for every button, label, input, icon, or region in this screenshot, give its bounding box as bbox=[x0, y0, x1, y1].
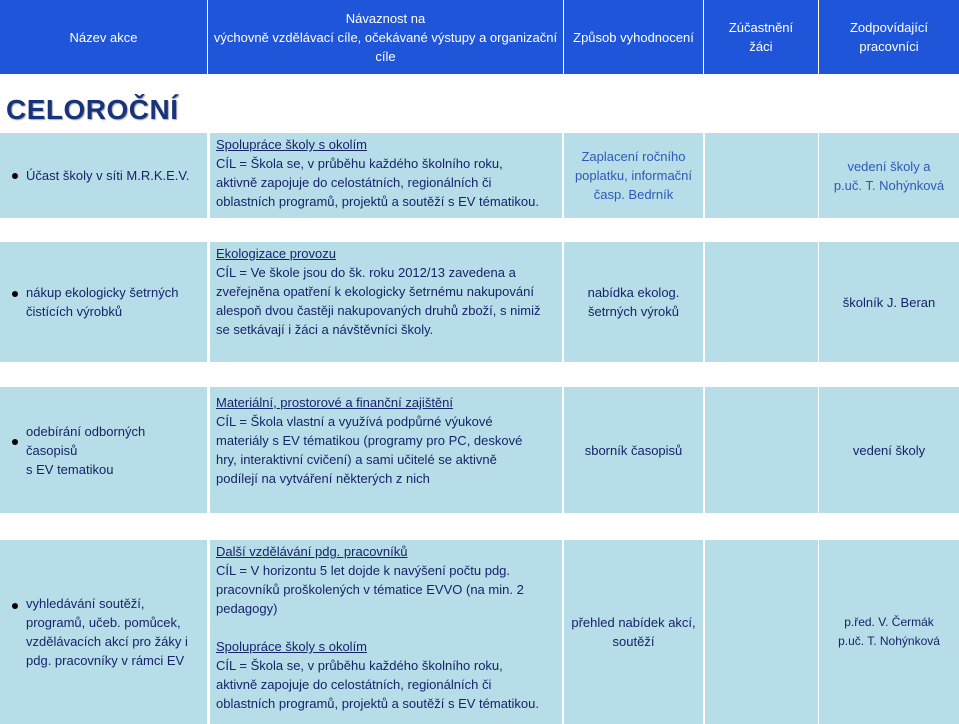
row-3-responsible: vedení školy bbox=[852, 442, 926, 458]
header-participants-line2: žáci bbox=[749, 39, 773, 54]
row-4-goal-line-2: oblastních programů, projektů a soutěží s EV tématikou. bbox=[216, 696, 540, 711]
row-1-responsible-line: p.uč. T. Nohýnková bbox=[833, 177, 945, 193]
header-goals bbox=[208, 0, 563, 74]
row-3-name-line: s EV tematikou bbox=[26, 461, 114, 477]
row-4-goal-line-2: CÍL = Škola se, v průběhu každého školního roku, bbox=[216, 658, 503, 673]
row-2-participants-cell bbox=[705, 242, 818, 362]
row-2-responsible: školník J. Beran bbox=[842, 294, 936, 310]
header-responsible-line2: pracovníci bbox=[859, 39, 919, 54]
row-4-goal-line: pracovníků proškolených v tématice EVVO (na min. 2 bbox=[216, 582, 524, 597]
row-4-name-cell bbox=[0, 540, 207, 724]
row-4-participants-cell bbox=[705, 540, 818, 724]
row-4-name-line: programů, učeb. pomůcek, bbox=[26, 615, 181, 630]
row-1-evaluation-line: časp. Bedrník bbox=[593, 187, 674, 202]
spacer bbox=[216, 618, 556, 637]
row-1-evaluation-line: Zaplacení ročního bbox=[581, 149, 686, 164]
header-name bbox=[0, 0, 207, 74]
row-4-name-line: vyhledávání soutěží, bbox=[26, 596, 145, 611]
row-3-participants-cell bbox=[705, 387, 818, 513]
header-evaluation-label: Způsob vyhodnocení bbox=[573, 29, 694, 45]
row-4-name-line: pdg. pracovníky v rámci EV bbox=[26, 653, 185, 668]
row-3-goal-line: materiály s EV tématikou (programy pro PC, deskové bbox=[216, 433, 523, 448]
row-1-participants-cell bbox=[705, 133, 818, 218]
row-3-name-line: odebírání odborných časopisů bbox=[26, 423, 146, 458]
row-2-goal-cell bbox=[210, 242, 562, 362]
row-2-evaluation-line: šetrných výroků bbox=[587, 304, 680, 319]
row-1-goal-line: oblastních programů, projektů a soutěží s EV tématikou. bbox=[216, 194, 540, 209]
row-4-goal-heading-2: Spolupráce školy s okolím bbox=[216, 639, 368, 654]
row-1-goal-line: aktivně zapojuje do celostátních, regionálních či bbox=[216, 175, 492, 190]
bullet-icon bbox=[12, 173, 18, 179]
row-3-evaluation: sborník časopisů bbox=[584, 442, 683, 458]
header-goals-line2: výchovně vzdělávací cíle, očekávané výstupy a organizační cíle bbox=[213, 29, 558, 64]
row-2-responsible-cell bbox=[819, 242, 959, 362]
row-4-goal-line: CÍL = V horizontu 5 let dojde k navýšení počtu pdg. bbox=[216, 563, 511, 578]
row-1-evaluation-cell bbox=[564, 133, 703, 218]
row-3-name-cell bbox=[0, 387, 207, 513]
row-1-name: Účast školy v síti M.R.K.E.V. bbox=[26, 168, 190, 183]
row-4-responsible-cell bbox=[819, 540, 959, 724]
row-1-evaluation-line: poplatku, informační bbox=[574, 168, 693, 183]
bullet-icon bbox=[12, 603, 18, 609]
row-1-name-cell bbox=[0, 133, 207, 218]
row-4-goal-line-2: aktivně zapojuje do celostátních, regionálních či bbox=[216, 677, 492, 692]
row-2-goal-line: alespoň dvou častěji nakupovaných druhů zboží, s nimiž bbox=[216, 303, 541, 318]
row-4-goal-cell bbox=[210, 540, 562, 724]
row-4-responsible-line: p.řed. V. Čermák bbox=[844, 615, 934, 629]
row-1-responsible-line: vedení školy a bbox=[847, 158, 931, 174]
row-1-goal-cell bbox=[210, 133, 562, 218]
header-participants bbox=[704, 0, 818, 74]
row-3-responsible-cell bbox=[819, 387, 959, 513]
row-2-name-cell bbox=[0, 242, 207, 362]
row-3-goal-line: podílejí na vytváření některých z nich bbox=[216, 471, 430, 486]
row-4-responsible-line: p.uč. T. Nohýnková bbox=[838, 634, 940, 648]
section-title: CELOROČNÍ bbox=[6, 94, 179, 125]
row-2-evaluation-cell bbox=[564, 242, 703, 362]
header-responsible-line1: Zodpovídající bbox=[849, 20, 929, 35]
header-goals-line1: Návaznost na bbox=[345, 10, 426, 26]
row-2-evaluation-line: nabídka ekolog. bbox=[587, 285, 680, 300]
row-4-name-line: vzdělávacích akcí pro žáky i bbox=[26, 634, 188, 649]
row-1-responsible-cell bbox=[819, 133, 959, 218]
header-responsible bbox=[819, 0, 959, 74]
bullet-icon bbox=[12, 439, 18, 445]
row-1-goal-heading: Spolupráce školy s okolím bbox=[216, 137, 368, 152]
row-2-goal-heading: Ekologizace provozu bbox=[216, 246, 336, 261]
row-3-goal-cell bbox=[210, 387, 562, 513]
header-participants-line1: Zúčastnění bbox=[728, 20, 794, 35]
header-evaluation bbox=[564, 0, 703, 74]
bullet-icon bbox=[12, 291, 18, 297]
row-4-goal-line: pedagogy) bbox=[216, 601, 278, 616]
row-4-evaluation-line: soutěží bbox=[612, 634, 655, 649]
row-3-evaluation-cell bbox=[564, 387, 703, 513]
row-4-evaluation-line: přehled nabídek akcí, bbox=[571, 615, 696, 630]
row-3-goal-line: CÍL = Škola vlastní a využívá podpůrné výukové bbox=[216, 414, 493, 429]
row-2-goal-line: CÍL = Ve škole jsou do šk. roku 2012/13 zavedena a bbox=[216, 265, 516, 280]
row-2-goal-line: zveřejněna opatření k ekologicky šetrnému nakupování bbox=[216, 284, 534, 299]
row-2-name-line: nákup ekologicky šetrných bbox=[26, 285, 179, 300]
row-2-goal-line: se setkávají i žáci a návštěvníci školy. bbox=[216, 322, 434, 337]
row-3-goal-line: hry, interaktivní cvičení) a sami učitelé se aktivně bbox=[216, 452, 497, 467]
row-2-name-line: čistících výrobků bbox=[26, 304, 123, 319]
table-header bbox=[0, 0, 959, 74]
header-name-label: Název akce bbox=[69, 29, 138, 45]
row-3-goal-heading: Materiální, prostorové a finanční zajištění bbox=[216, 395, 454, 410]
row-1-goal-line: CÍL = Škola se, v průběhu každého školního roku, bbox=[216, 156, 503, 171]
row-4-evaluation-cell bbox=[564, 540, 703, 724]
row-4-goal-heading: Další vzdělávání pdg. pracovníků bbox=[216, 544, 408, 559]
